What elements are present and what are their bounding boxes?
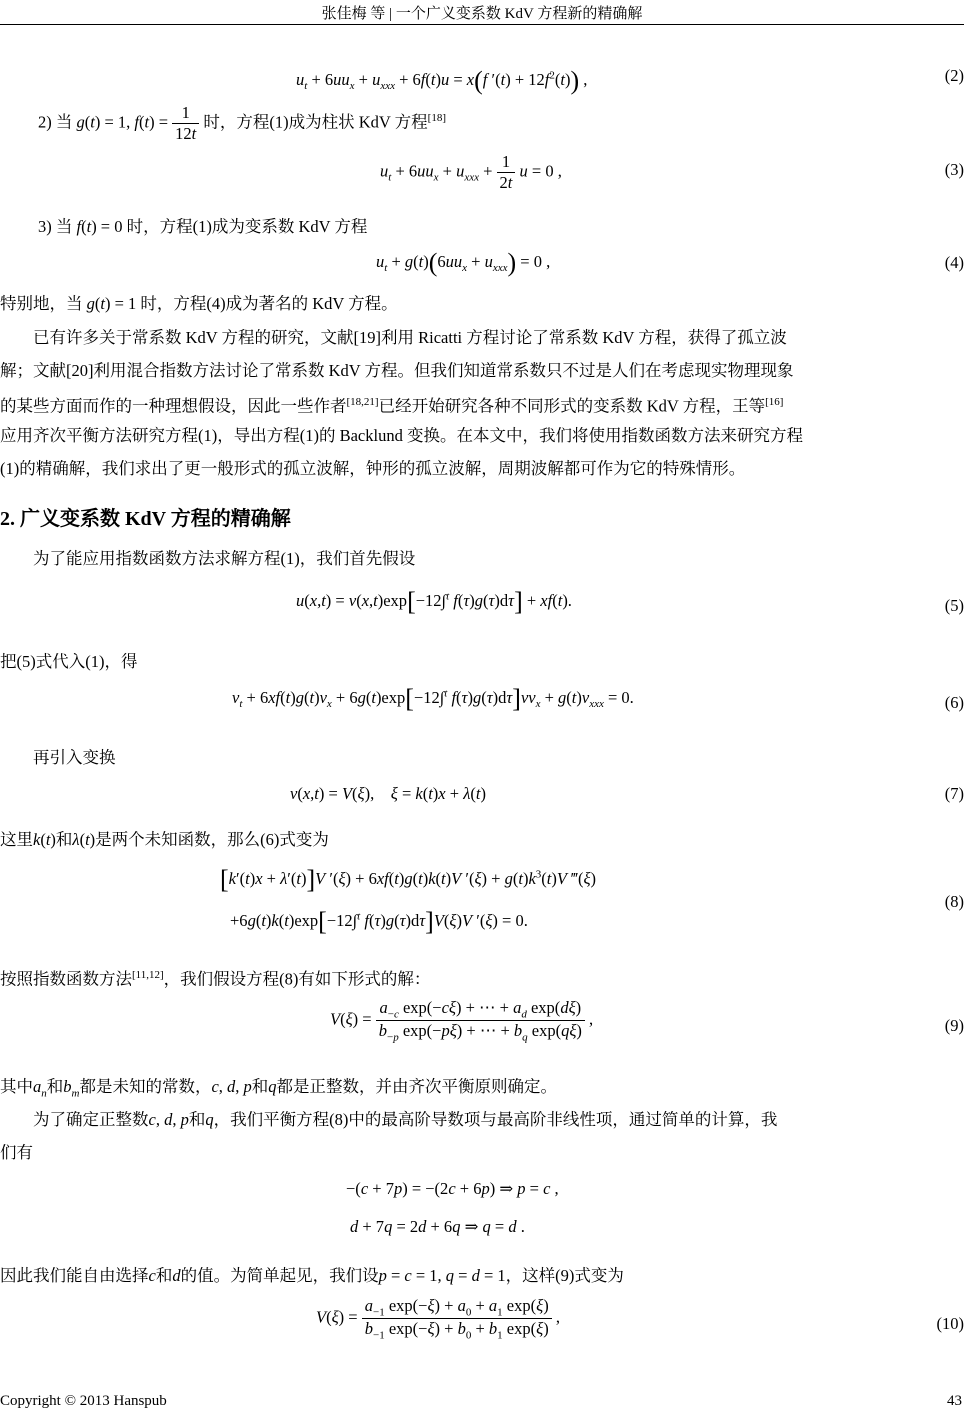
paragraph-9-d: ，这样(9)式变为 [505,1266,624,1285]
paragraph-1-line-4: 应用齐次平衡方法研究方程(1)，导出方程(1)的 Backlund 变换。在本文中，我们将使用指数函数方法来研究方程 [0,426,803,445]
paragraph-3: 把(5)式代入(1)，得 [0,652,138,671]
paragraph-1-line-5: (1)的精确解，我们求出了更一般形式的孤立波解，钟形的孤立波解，周期波解都可作为它的特殊情形。 [0,459,746,478]
paragraph-7: 其中$a_n$和$b_m$都是未知的常数，c, d, p和q都是正整数，并由齐次平衡原则确定。 [0,1077,558,1100]
paragraph-4: 再引入变换 [33,748,116,767]
equation-6: $v_t + 6xf(t)g(t)v_x + 6g(t)\exp[-12\int^t$ $f(\tau)g(\tau)d\tau]vv_x + g(t)v_{xxx} = 0$. [232,684,634,713]
paragraph-7-e: 都是正整数，并由齐次平衡原则确定。 [276,1077,558,1096]
case-2-suffix: 时，方程(1)成为柱状 KdV 方程 [203,112,428,132]
equation-number-2: (2) [944,66,964,85]
paragraph-7-d: 和 [251,1077,269,1096]
paragraph-1-line-1: 已有许多关于常系数 KdV 方程的研究，文献[19]利用 Ricatti 方程讨论了常系数 KdV 方程，获得了孤立波 [33,328,787,347]
case-3-prefix: 3) 当 [38,217,73,236]
case-3-text: 3) 当 f(t) = 0 时，方程(1)成为变系数 KdV 方程 [38,217,368,236]
equation-7: v(x,t) = V(ξ), ξ = k(t)x + λ(t) [290,784,486,803]
equation-4: $u_t + g(t)(6uu_x + u_{xxx}) = 0$ , [376,248,551,277]
paragraph-8-c: ，我们平衡方程(8)中的最高阶导数项与最高阶非线性项，通过简单的计算，我 [213,1110,778,1129]
case-2-text: 2) 当 g(t) = 1, f(t) = $\frac{1}{12t}$ 时，方程(1)成为柱状 KdV 方程[18] [38,103,446,143]
equation-number-7: (7) [944,784,964,803]
paragraph-2: 为了能应用指数函数方法求解方程(1)，我们首先假设 [33,549,416,568]
case-2-prefix: 2) 当 [38,112,73,132]
equation-2: $u_t + 6uu_x + u_{xxx} + 6f(t)u = x(f$ $'(t) + 12f^2(t)$) , [296,66,588,95]
paragraph-7-b: 和 [46,1077,64,1096]
balance-equation-1: −(c + 7p) = −(2c + 6p) ⇒ p = c , [346,1179,559,1198]
paragraph-6-a: 按照指数函数方法 [0,969,132,989]
header-rule [0,24,964,25]
paragraph-6 [0,962,964,993]
equation-3: $u_t + 6uu_x + u_{xxx}$ + $\frac{1}{2t}$ u = 0 , [380,152,562,192]
equation-8-line-2: +6g(t)k(t)exp[−12∫$^t$ f(τ)g(τ)dτ]V(ξ)V ′(ξ) = 0. [230,907,528,936]
special-case-prefix: 特别地，当 [0,294,83,313]
paragraph-8-a: 为了确定正整数 [33,1110,149,1129]
paragraph-9-a: 因此我们能自由选择 [0,1266,149,1285]
equation-number-6: (6) [944,693,964,712]
paragraph-5: 这里k(t)和λ(t)是两个未知函数，那么(6)式变为 [0,830,329,849]
section-heading: 2. 广义变系数 KdV 方程的精确解 [0,508,291,530]
balance-equation-2: d + 7q = 2d + 6q ⇒ q = d . [350,1217,525,1236]
running-header: 张佳梅 等 | 一个广义变系数 KdV 方程新的精确解 [321,6,643,22]
paragraph-1-line-3b: 已经开始研究各种不同形式的变系数 KdV 方程，王等 [378,396,766,416]
equation-number-4: (4) [944,253,964,272]
paragraph-9: 因此我们能自由选择c和d的值。为简单起见，我们设p = c = 1, q = d = 1，这样(9)式变为 [0,1266,624,1285]
page-number: 43 [947,1393,962,1409]
paragraph-7-c: 都是未知的常数， [79,1077,212,1096]
paragraph-1-line-2: 解；文献[20]利用混合指数方法讨论了常系数 KdV 方程。但我们知道常系数只不过是人们在考虑现实物理现象 [0,361,794,380]
paragraph-8-line-1: 为了确定正整数c, d, p和q，我们平衡方程(8)中的最高阶导数项与最高阶非线性项，通过简单的计算，我 [33,1110,778,1129]
equation-number-3: (3) [944,160,964,179]
paragraph-5-a: 这里 [0,830,33,849]
paragraph-5-c: 是两个未知函数，那么(6)式变为 [95,830,329,849]
equation-number-8: (8) [944,892,964,911]
case-2-condition: g [76,112,85,132]
equation-9: V(ξ) = $\frac{a_{-c} \exp(-c\xi) + \cdots + a_d \exp(d\xi)}{b_{-p} \exp(-p\xi) + \cdots + b_q \exp(q\xi)}$ , [330,998,594,1044]
paragraph-5-b: 和 [55,830,73,849]
paragraph-7-a: 其中 [0,1077,33,1096]
paragraph-1-line-3a: 的某些方面而作的一种理想假设，因此一些作者 [0,396,347,416]
paragraph-9-b: 和 [155,1266,173,1285]
paragraph-1-line-3 [0,389,964,420]
equation-8-line-1: [k′(t)x + λ′(t)]V ′(ξ) + 6xf(t)g(t)k(t)V $'(\xi) + g(t)k^3(t)V$ ‴(ξ) [220,865,597,894]
equation-number-9: (9) [944,1016,964,1035]
paragraph-9-c: 的值。为简单起见，我们设 [180,1266,379,1285]
equation-number-5: (5) [944,596,964,615]
case-2-reference: [18] [427,111,446,124]
equation-number-10: (10) [936,1314,964,1333]
paragraph-8-b: 和 [188,1110,206,1129]
citation-16: [16] [765,396,784,408]
paragraph-6-b: ，我们假设方程(8)有如下形式的解： [163,969,431,989]
special-case-line: 特别地，当 g(t) = 1 时，方程(4)成为著名的 KdV 方程。 [0,294,398,313]
case-3-suffix: 时，方程(1)成为变系数 KdV 方程 [126,217,368,236]
special-case-suffix: 时，方程(4)成为著名的 KdV 方程。 [140,294,398,313]
paragraph-8-line-2: 们有 [0,1143,33,1162]
equation-5: u(x,t) = v(x,t)exp[−12∫$^t$ f(τ)g(τ)dτ] + xf(t). [296,587,572,616]
citation-11-12: [11,12] [132,969,164,981]
copyright-footer: Copyright © 2013 Hanspub [0,1393,167,1409]
equation-10: V(ξ) = $\frac{a_{-1} \exp(-\xi) + a_0 + a_1 \exp(\xi)}{b_{-1} \exp(-\xi) + b_0 + b_1 \exp(\xi)}$ , [316,1296,560,1342]
citation-18-21: [18,21] [346,396,379,408]
